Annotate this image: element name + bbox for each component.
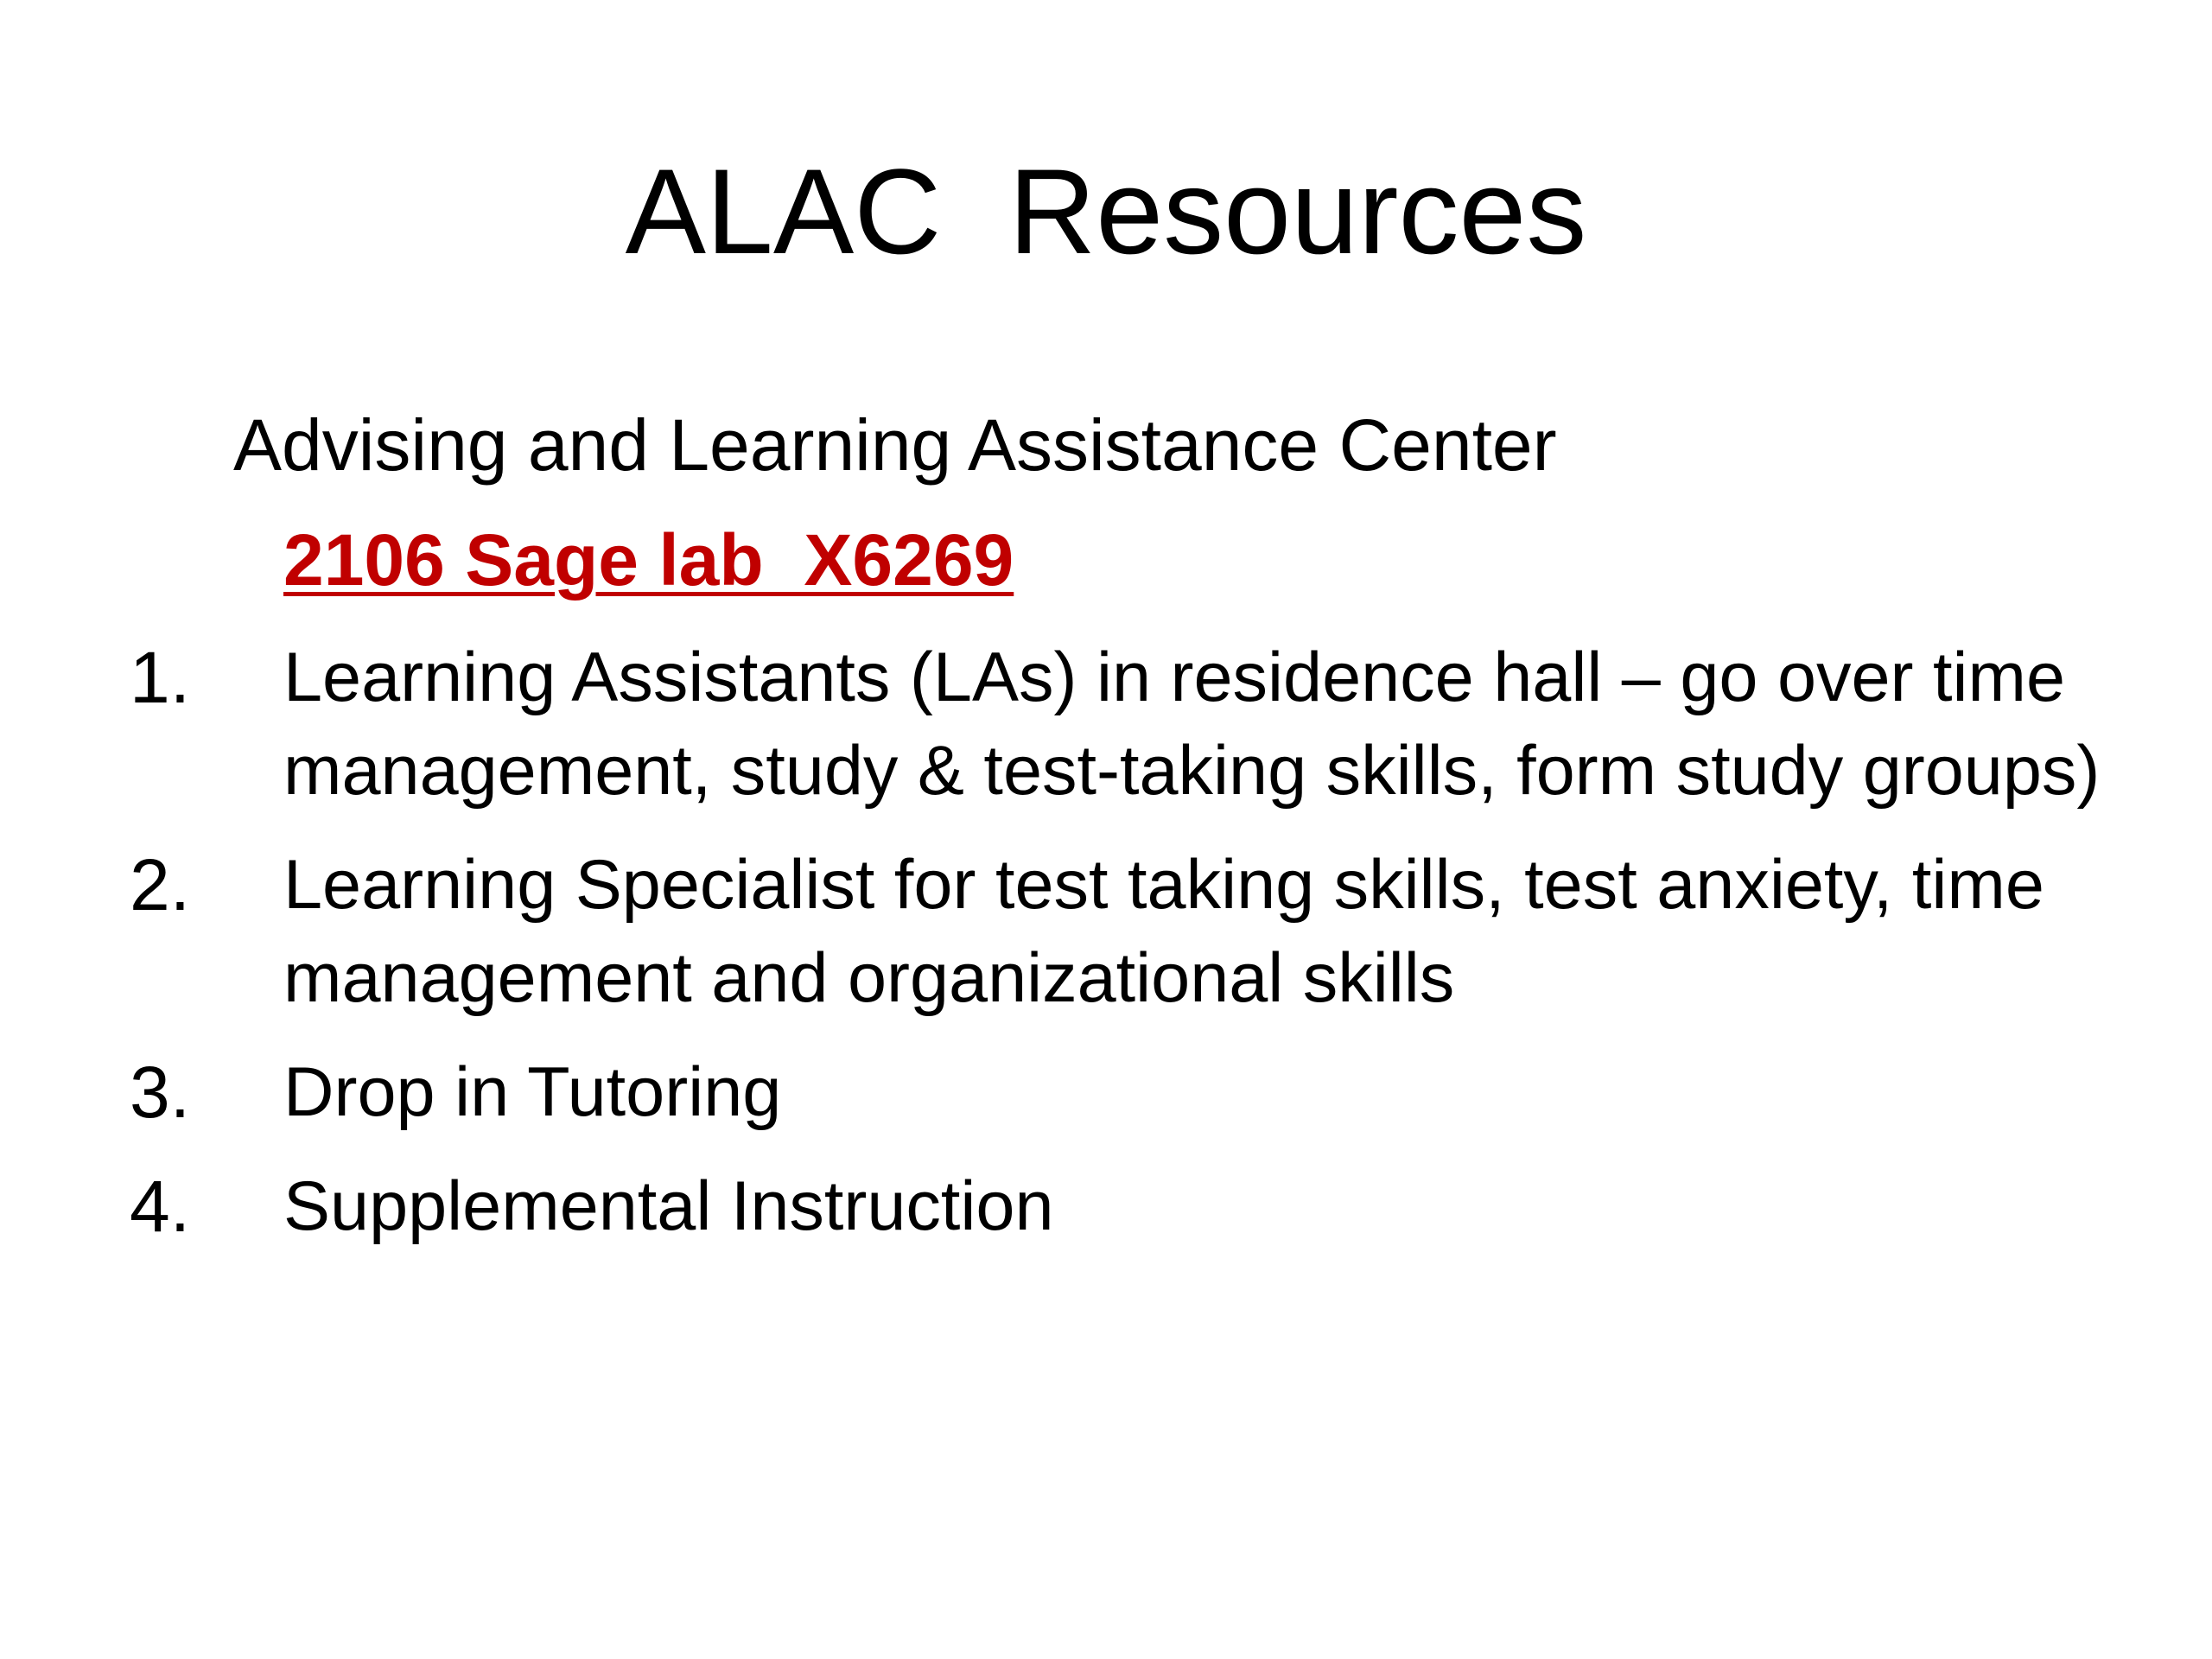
list-item-number: 4.	[130, 1166, 191, 1247]
slide-title: ALAC Resources	[625, 143, 1587, 279]
list-item	[130, 631, 2134, 817]
list-item-text: Learning Specialist for test taking skills, test anxiety, time management and organizational skills	[283, 846, 2044, 1017]
resource-list	[130, 631, 2134, 1274]
list-item	[130, 1046, 2134, 1139]
location-link[interactable]: 2106 Sage lab X6269	[283, 519, 1014, 601]
list-item	[130, 1160, 2134, 1253]
list-item-number: 3.	[130, 1052, 191, 1133]
list-item-number: 1.	[130, 637, 191, 718]
list-item-text: Drop in Tutoring	[283, 1053, 782, 1131]
list-item-number: 2.	[130, 844, 191, 925]
list-item-text: Supplemental Instruction	[283, 1167, 1054, 1245]
list-item	[130, 838, 2134, 1025]
list-item-text: Learning Assistants (LAs) in residence hall – go over time management, study & test-taking skills, form study groups)	[283, 639, 2101, 810]
slide-subtitle: Advising and Learning Assistance Center	[233, 404, 1557, 486]
